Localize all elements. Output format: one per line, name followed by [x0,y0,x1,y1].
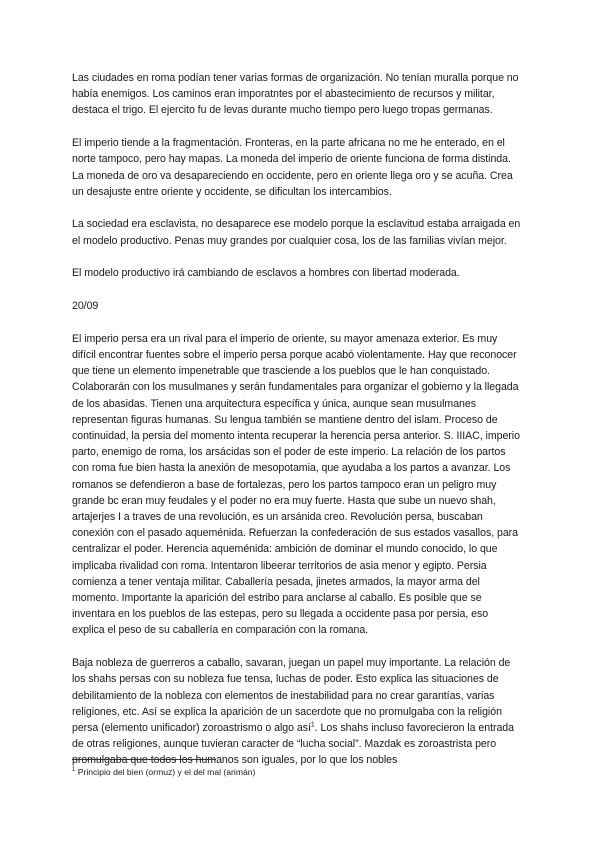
document-body [72,70,522,785]
paragraph-empire-fragmentation: El imperio tiende a la fragmentación. Fronteras, en la parte africana no me he enterado, en el norte tampoco, pero hay mapas. La moneda del imperio de oriente funciona de forma distinda. La moneda de oro va desapareciendo en occidente, pero en oriente llega oro y se acuña. Crea un desajuste entre oriente y occidente, se dificultan los intercambios. [72,137,513,198]
footnote-marker: 1 [72,767,76,774]
paragraph-persian-empire: El imperio persa era un rival para el imperio de oriente, su mayor amenaza exterior. Es muy difícil encontrar fuentes sobre el imperio persa porque acabó violentamente. Hay que reconocer que tiene un elemento impenetrable que trasciende a los pueblos que le han conquistado. Colaborarán con los musulmanes y serán fundamentales para organizar el gobierno y la llegada de los abasidas. Tienen una arquitectura específica y única, aunque sean musulmanes representan figuras humanas. Su lengua también se mantiene dentro del islam. Proceso de continuidad, la persia del momento intenta recuperar la herencia persa anterior. S. IIIAC, imperio parto, enemigo de roma, los arsácidas son el poder de este imperio. La relación de los partos con roma fue bien hasta la anexión de mesopotamia, que ayudaba a los partos a avanzar. Los romanos se defendieron a base de fortalezas, pero los partos tampoco eran un peligro muy grande bc eran muy feudales y el poder no era muy fuerte. Hasta que sube un nuevo shah, artajerjes I a traves de una revolución, es un arsánida creo. Revolución persa, buscaban conexión con el pasado aqueménida. Refuerzan la confederación de sus estados vasallos, para centralizar el poder. Herencia aqueménida: ambición de dominar el mundo conocido, lo que implicaba rivalidad con roma. Intentaron libeerar territorios de asia menor y egipto. Persia comienza a tener ventaja militar. Caballería pesada, jinetes armados, la mayor arma del momento. Importante la aparición del estribo para anclarse al caballo. Es posible que se inventara en los pueblos de las estepas, pero su llegada a occidente pasa por persia, eso explica el peso de su caballería en comparación con la romana. [72,332,520,637]
paragraph-text-after-note: . Los shahs incluso favorecieron la entrada de otras religiones, aunque tuvieran caracter de “lucha social”. Mazdak es zoroastrista pero promulgaba que todos los humanos son iguales, por lo que los nobles [72,721,514,767]
paragraph-text-before-note: Baja nobleza de guerreros a caballo, savaran, juegan un papel muy importante. La relación de los shahs persas con su nobleza fue tensa, luchas de poder. Esto explica las situaciones de debilitamiento de la nobleza con elementos de inestabilidad para no crear garantías, varias religiones, etc. Así se explica la aparición de un sacerdote que no promulgaba con la religión persa (elemento unificador) zoroastrismo o algo así [72,657,511,734]
paragraph-productive-model: El modelo productivo irá cambiando de esclavos a hombres con libertad moderada. [72,267,460,280]
paragraph-roman-cities: Las ciudades en roma podían tener varias formas de organización. No tenían muralla porque no había enemigos. Los caminos eran imporatntes por el abastecimiento de recursos y militar, destaca el trigo. El ejercito fu de levas durante mucho tiempo pero luego tropas germanas. [72,72,519,117]
footnote-text: Principio del bien (ormuz) y el del mal (arimán) [75,767,256,777]
date-heading: 20/09 [72,300,99,313]
paragraph-slave-society: La sociedad era esclavista, no desaparece ese modelo porque la esclavitud estaba arraigada en el modelo productivo. Penas muy grandes por cualquier cosa, los de las familias vivían mejor. [72,218,521,247]
paragraph-persian-nobility [72,655,522,768]
footnote-reference[interactable]: 1 [310,721,315,729]
footnote-separator [72,759,216,760]
footnote [72,767,522,778]
